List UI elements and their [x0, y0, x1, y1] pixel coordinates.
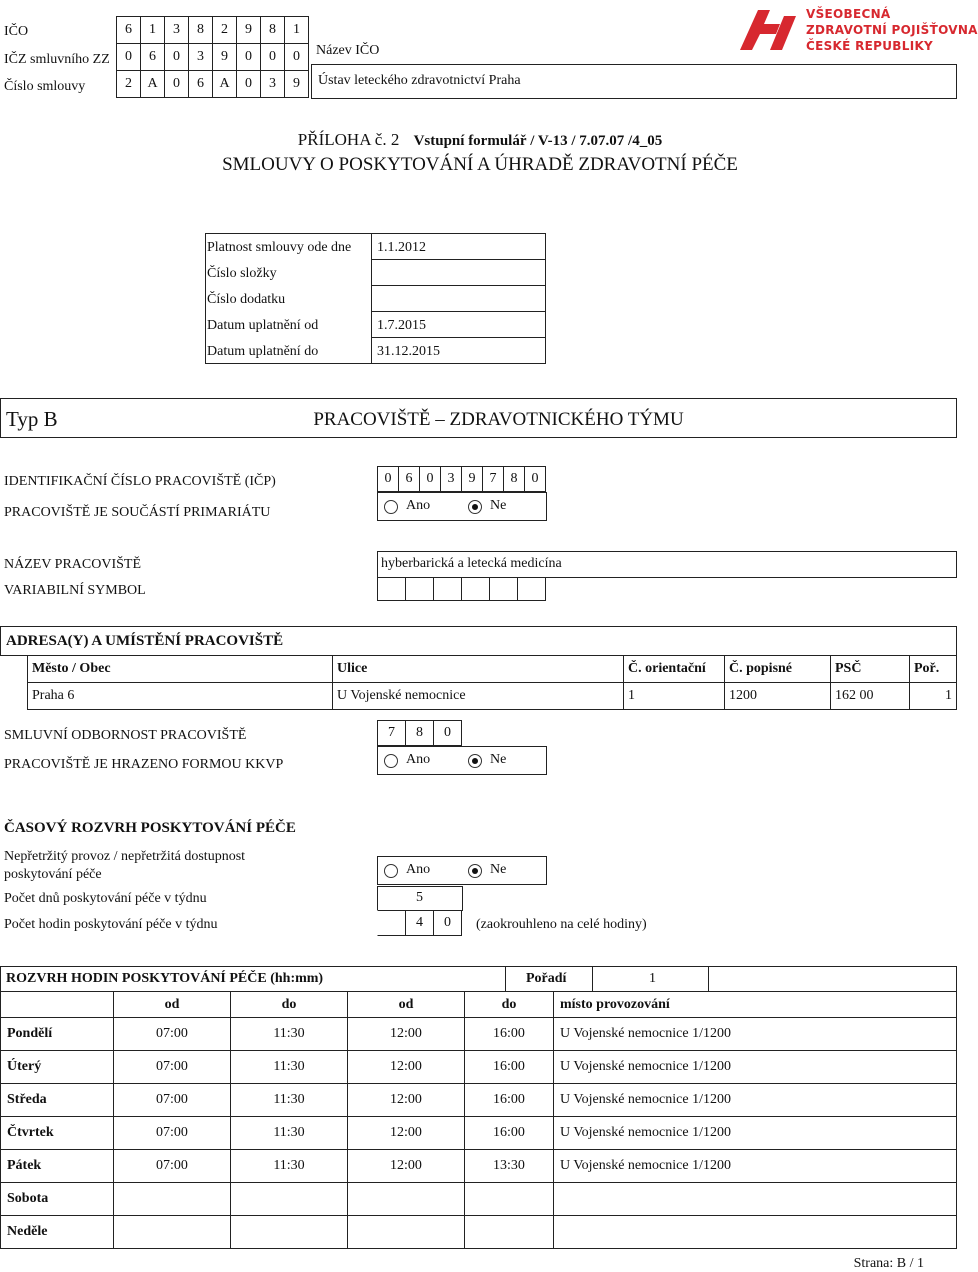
address-popisne: 1200 — [725, 683, 831, 710]
nazev-ico-label: Název IČO — [316, 43, 380, 58]
hodiny-digits — [378, 911, 462, 936]
schedule-od1: 07:00 — [114, 1150, 231, 1183]
kkvp-label: PRACOVIŠTĚ JE HRAZENO FORMOU KKVP — [4, 757, 284, 772]
schedule-day: Středa — [1, 1084, 114, 1117]
nazev-pracoviste-box — [377, 551, 957, 578]
primariat-ano-label: Ano — [406, 498, 431, 513]
address-table — [27, 655, 957, 710]
schedule-od1: 07:00 — [114, 1117, 231, 1150]
kkvp-ne-radio[interactable] — [468, 754, 482, 768]
schedule-day: Neděle — [1, 1216, 114, 1249]
schedule-misto: U Vojenské nemocnice 1/1200 — [554, 1150, 957, 1183]
nonstop-ano-radio[interactable] — [384, 864, 398, 878]
smlouva-digits — [117, 71, 309, 98]
icp-digits — [378, 467, 546, 492]
schedule-do2: 16:00 — [465, 1051, 554, 1084]
schedule-header-cell: od — [114, 992, 231, 1018]
poradi-value: 1 — [649, 971, 656, 986]
smlouva-label: Číslo smlouvy — [4, 79, 86, 94]
schedule-row — [1, 1051, 957, 1084]
digit-cell: 2 — [116, 70, 141, 98]
digit-cell: 0 — [260, 43, 285, 71]
address-header-cell: Č. popisné — [725, 656, 831, 683]
dny-label: Počet dnů poskytování péče v týdnu — [4, 891, 207, 906]
schedule-od1: 07:00 — [114, 1018, 231, 1051]
digit-cell: 6 — [140, 43, 165, 71]
schedule-row — [1, 1117, 957, 1150]
odbornost-digits — [378, 721, 462, 746]
nazev-ico-box — [311, 64, 957, 99]
digit-cell: 7 — [377, 720, 406, 746]
nonstop-label-2: poskytování péče — [4, 867, 102, 882]
ico-digits — [117, 17, 309, 44]
schedule-od2: 12:00 — [348, 1018, 465, 1051]
address-header-cell: PSČ — [831, 656, 910, 683]
address-street: U Vojenské nemocnice — [333, 683, 624, 710]
address-header-cell: Město / Obec — [28, 656, 333, 683]
schedule-do2 — [465, 1216, 554, 1249]
nonstop-label-1: Nepřetržitý provoz / nepřetržitá dostupnost — [4, 849, 246, 864]
hodiny-note: (zaokrouhleno na celé hodiny) — [476, 917, 647, 932]
schedule-title-bar — [0, 966, 957, 992]
digit-cell: 0 — [236, 43, 261, 71]
schedule-header-row — [1, 992, 957, 1018]
schedule-row — [1, 1084, 957, 1117]
address-header-cell: Č. orientační — [624, 656, 725, 683]
schedule-day: Úterý — [1, 1051, 114, 1084]
nonstop-ne-label: Ne — [490, 862, 507, 877]
schedule-day: Pondělí — [1, 1018, 114, 1051]
schedule-do1: 11:30 — [231, 1051, 348, 1084]
varsym-cell — [489, 577, 518, 601]
uplatneni-od-label: Datum uplatnění od — [207, 318, 319, 333]
primariat-ne-label: Ne — [490, 498, 507, 513]
primariat-radio-group — [377, 492, 547, 521]
schedule-do1 — [231, 1183, 348, 1216]
schedule-do2 — [465, 1183, 554, 1216]
digit-cell: 0 — [164, 43, 189, 71]
digit-cell: A — [140, 70, 165, 98]
digit-cell — [377, 910, 406, 936]
platnost-value: 1.1.2012 — [377, 240, 426, 255]
schedule-misto: U Vojenské nemocnice 1/1200 — [554, 1018, 957, 1051]
digit-cell: 0 — [377, 466, 399, 492]
digit-cell: 0 — [236, 70, 261, 98]
kkvp-ano-radio[interactable] — [384, 754, 398, 768]
varsym-cells — [378, 578, 546, 601]
digit-cell: 9 — [212, 43, 237, 71]
slozka-label: Číslo složky — [207, 266, 277, 281]
digit-cell: 6 — [188, 70, 213, 98]
schedule-od2 — [348, 1216, 465, 1249]
schedule-header-cell: do — [465, 992, 554, 1018]
schedule-do1: 11:30 — [231, 1084, 348, 1117]
digit-cell: 0 — [433, 910, 462, 936]
digit-cell: 0 — [116, 43, 141, 71]
digit-cell: 3 — [440, 466, 462, 492]
digit-cell: 9 — [236, 16, 261, 44]
digit-cell: A — [212, 70, 237, 98]
digit-cell: 7 — [482, 466, 504, 492]
title-form: Vstupní formulář / V-13 / 7.07.07 /4_05 — [413, 133, 663, 149]
poradi-value-box — [592, 966, 709, 992]
digit-cell: 9 — [284, 70, 309, 98]
schedule-header-cell: do — [231, 992, 348, 1018]
primariat-ne-radio[interactable] — [468, 500, 482, 514]
varsym-cell — [377, 577, 406, 601]
schedule-do1 — [231, 1216, 348, 1249]
type-bar — [0, 398, 957, 438]
address-header-cell: Ulice — [333, 656, 624, 683]
digit-cell: 0 — [284, 43, 309, 71]
dny-box — [377, 886, 463, 911]
schedule-row — [1, 1183, 957, 1216]
schedule-row — [1, 1216, 957, 1249]
address-psc: 162 00 — [831, 683, 910, 710]
varsym-cell — [517, 577, 546, 601]
vzp-logo-mark-icon — [740, 6, 800, 54]
logo-line3: ČESKÉ REPUBLIKY — [806, 39, 934, 53]
varsym-cell — [405, 577, 434, 601]
ico-label: IČO — [4, 24, 29, 39]
schedule-od1: 07:00 — [114, 1084, 231, 1117]
digit-cell: 1 — [140, 16, 165, 44]
digit-cell: 8 — [188, 16, 213, 44]
iczz-label: IČZ smluvního ZZ — [4, 52, 110, 67]
schedule-day: Pátek — [1, 1150, 114, 1183]
nazev-pracoviste-label: NÁZEV PRACOVIŠTĚ — [4, 557, 142, 572]
nonstop-ne-radio[interactable] — [468, 864, 482, 878]
schedule-row — [1, 1018, 957, 1051]
digit-cell: 6 — [398, 466, 420, 492]
schedule-day: Sobota — [1, 1183, 114, 1216]
schedule-od2: 12:00 — [348, 1117, 465, 1150]
varsym-cell — [433, 577, 462, 601]
schedule-od1 — [114, 1216, 231, 1249]
schedule-do2: 16:00 — [465, 1084, 554, 1117]
kkvp-ne-label: Ne — [490, 752, 507, 767]
title-line2: SMLOUVY O POSKYTOVÁNÍ A ÚHRADĚ ZDRAVOTNÍ PÉČE — [222, 154, 738, 175]
schedule-day: Čtvrtek — [1, 1117, 114, 1150]
digit-cell: 3 — [164, 16, 189, 44]
schedule-title: ROZVRH HODIN POSKYTOVÁNÍ PÉČE (hh:mm) — [6, 971, 324, 986]
logo-line1: VŠEOBECNÁ — [806, 7, 891, 21]
kkvp-ano-label: Ano — [406, 752, 431, 767]
digit-cell: 1 — [284, 16, 309, 44]
logo-line2: ZDRAVOTNÍ POJIŠŤOVNA — [806, 23, 978, 37]
digit-cell: 4 — [405, 910, 434, 936]
schedule-misto: U Vojenské nemocnice 1/1200 — [554, 1117, 957, 1150]
title-line1 — [0, 130, 960, 150]
schedule-do2: 16:00 — [465, 1018, 554, 1051]
uplatneni-do-label: Datum uplatnění do — [207, 344, 319, 359]
schedule-header-cell: od — [348, 992, 465, 1018]
type-label: Typ B — [6, 407, 58, 431]
timetable-title: ČASOVÝ ROZVRH POSKYTOVÁNÍ PÉČE — [4, 820, 296, 836]
title-annex: PŘÍLOHA č. 2 — [297, 130, 400, 149]
primariat-label: PRACOVIŠTĚ JE SOUČÁSTÍ PRIMARIÁTU — [4, 505, 271, 520]
dny-value: 5 — [416, 890, 423, 905]
schedule-od2: 12:00 — [348, 1084, 465, 1117]
digit-cell: 6 — [116, 16, 141, 44]
schedule-do2: 13:30 — [465, 1150, 554, 1183]
uplatneni-od-value: 1.7.2015 — [377, 318, 426, 333]
schedule-header-cell: místo provozování — [554, 992, 957, 1018]
schedule-row — [1, 1150, 957, 1183]
schedule-od2: 12:00 — [348, 1150, 465, 1183]
schedule-do2: 16:00 — [465, 1117, 554, 1150]
address-title: ADRESA(Y) A UMÍSTĚNÍ PRACOVIŠTĚ — [6, 633, 284, 649]
nazev-pracoviste-value: hyberbarická a letecká medicína — [381, 556, 562, 571]
digit-cell: 8 — [260, 16, 285, 44]
schedule-misto — [554, 1183, 957, 1216]
address-header-row — [28, 656, 957, 683]
nonstop-radio-group — [377, 856, 547, 885]
digit-cell: 0 — [433, 720, 462, 746]
address-header-cell: Poř. — [910, 656, 957, 683]
digit-cell: 2 — [212, 16, 237, 44]
schedule-od2 — [348, 1183, 465, 1216]
digit-cell: 0 — [164, 70, 189, 98]
address-poradi: 1 — [910, 683, 957, 710]
dodatek-box — [371, 285, 546, 312]
digit-cell: 3 — [260, 70, 285, 98]
address-row — [28, 683, 957, 710]
schedule-misto — [554, 1216, 957, 1249]
schedule-od1: 07:00 — [114, 1051, 231, 1084]
kkvp-radio-group — [377, 746, 547, 775]
schedule-do1: 11:30 — [231, 1150, 348, 1183]
nonstop-ano-label: Ano — [406, 862, 431, 877]
schedule-misto: U Vojenské nemocnice 1/1200 — [554, 1084, 957, 1117]
schedule-od2: 12:00 — [348, 1051, 465, 1084]
platnost-label: Platnost smlouvy ode dne — [207, 240, 352, 255]
digit-cell: 0 — [524, 466, 546, 492]
schedule-header-blank — [1, 992, 114, 1018]
schedule-do1: 11:30 — [231, 1117, 348, 1150]
nazev-ico-value: Ústav leteckého zdravotnictví Praha — [318, 73, 521, 88]
poradi-label: Pořadí — [526, 971, 567, 986]
address-city: Praha 6 — [28, 683, 333, 710]
digit-cell: 8 — [503, 466, 525, 492]
odbornost-label: SMLUVNÍ ODBORNOST PRACOVIŠTĚ — [4, 728, 247, 743]
schedule-misto: U Vojenské nemocnice 1/1200 — [554, 1051, 957, 1084]
slozka-box — [371, 259, 546, 286]
icp-label: IDENTIFIKAČNÍ ČÍSLO PRACOVIŠTĚ (IČP) — [4, 474, 276, 489]
poradi-label-box — [505, 966, 592, 992]
digit-cell: 8 — [405, 720, 434, 746]
digit-cell: 9 — [461, 466, 483, 492]
varsym-cell — [461, 577, 490, 601]
varsym-label: VARIABILNÍ SYMBOL — [4, 583, 146, 598]
primariat-ano-radio[interactable] — [384, 500, 398, 514]
vzp-logo — [740, 6, 978, 56]
schedule-od1 — [114, 1183, 231, 1216]
schedule-do1: 11:30 — [231, 1018, 348, 1051]
type-title: PRACOVIŠTĚ – ZDRAVOTNICKÉHO TÝMU — [313, 409, 684, 430]
address-orientacni: 1 — [624, 683, 725, 710]
digit-cell: 0 — [419, 466, 441, 492]
hodiny-label: Počet hodin poskytování péče v týdnu — [4, 917, 218, 932]
iczz-digits — [117, 44, 309, 71]
page-number: Strana: B / 1 — [853, 1256, 924, 1271]
uplatneni-do-value: 31.12.2015 — [377, 344, 440, 359]
schedule-table — [0, 991, 957, 1249]
digit-cell: 3 — [188, 43, 213, 71]
dodatek-label: Číslo dodatku — [207, 292, 286, 307]
address-title-bar — [0, 626, 957, 656]
